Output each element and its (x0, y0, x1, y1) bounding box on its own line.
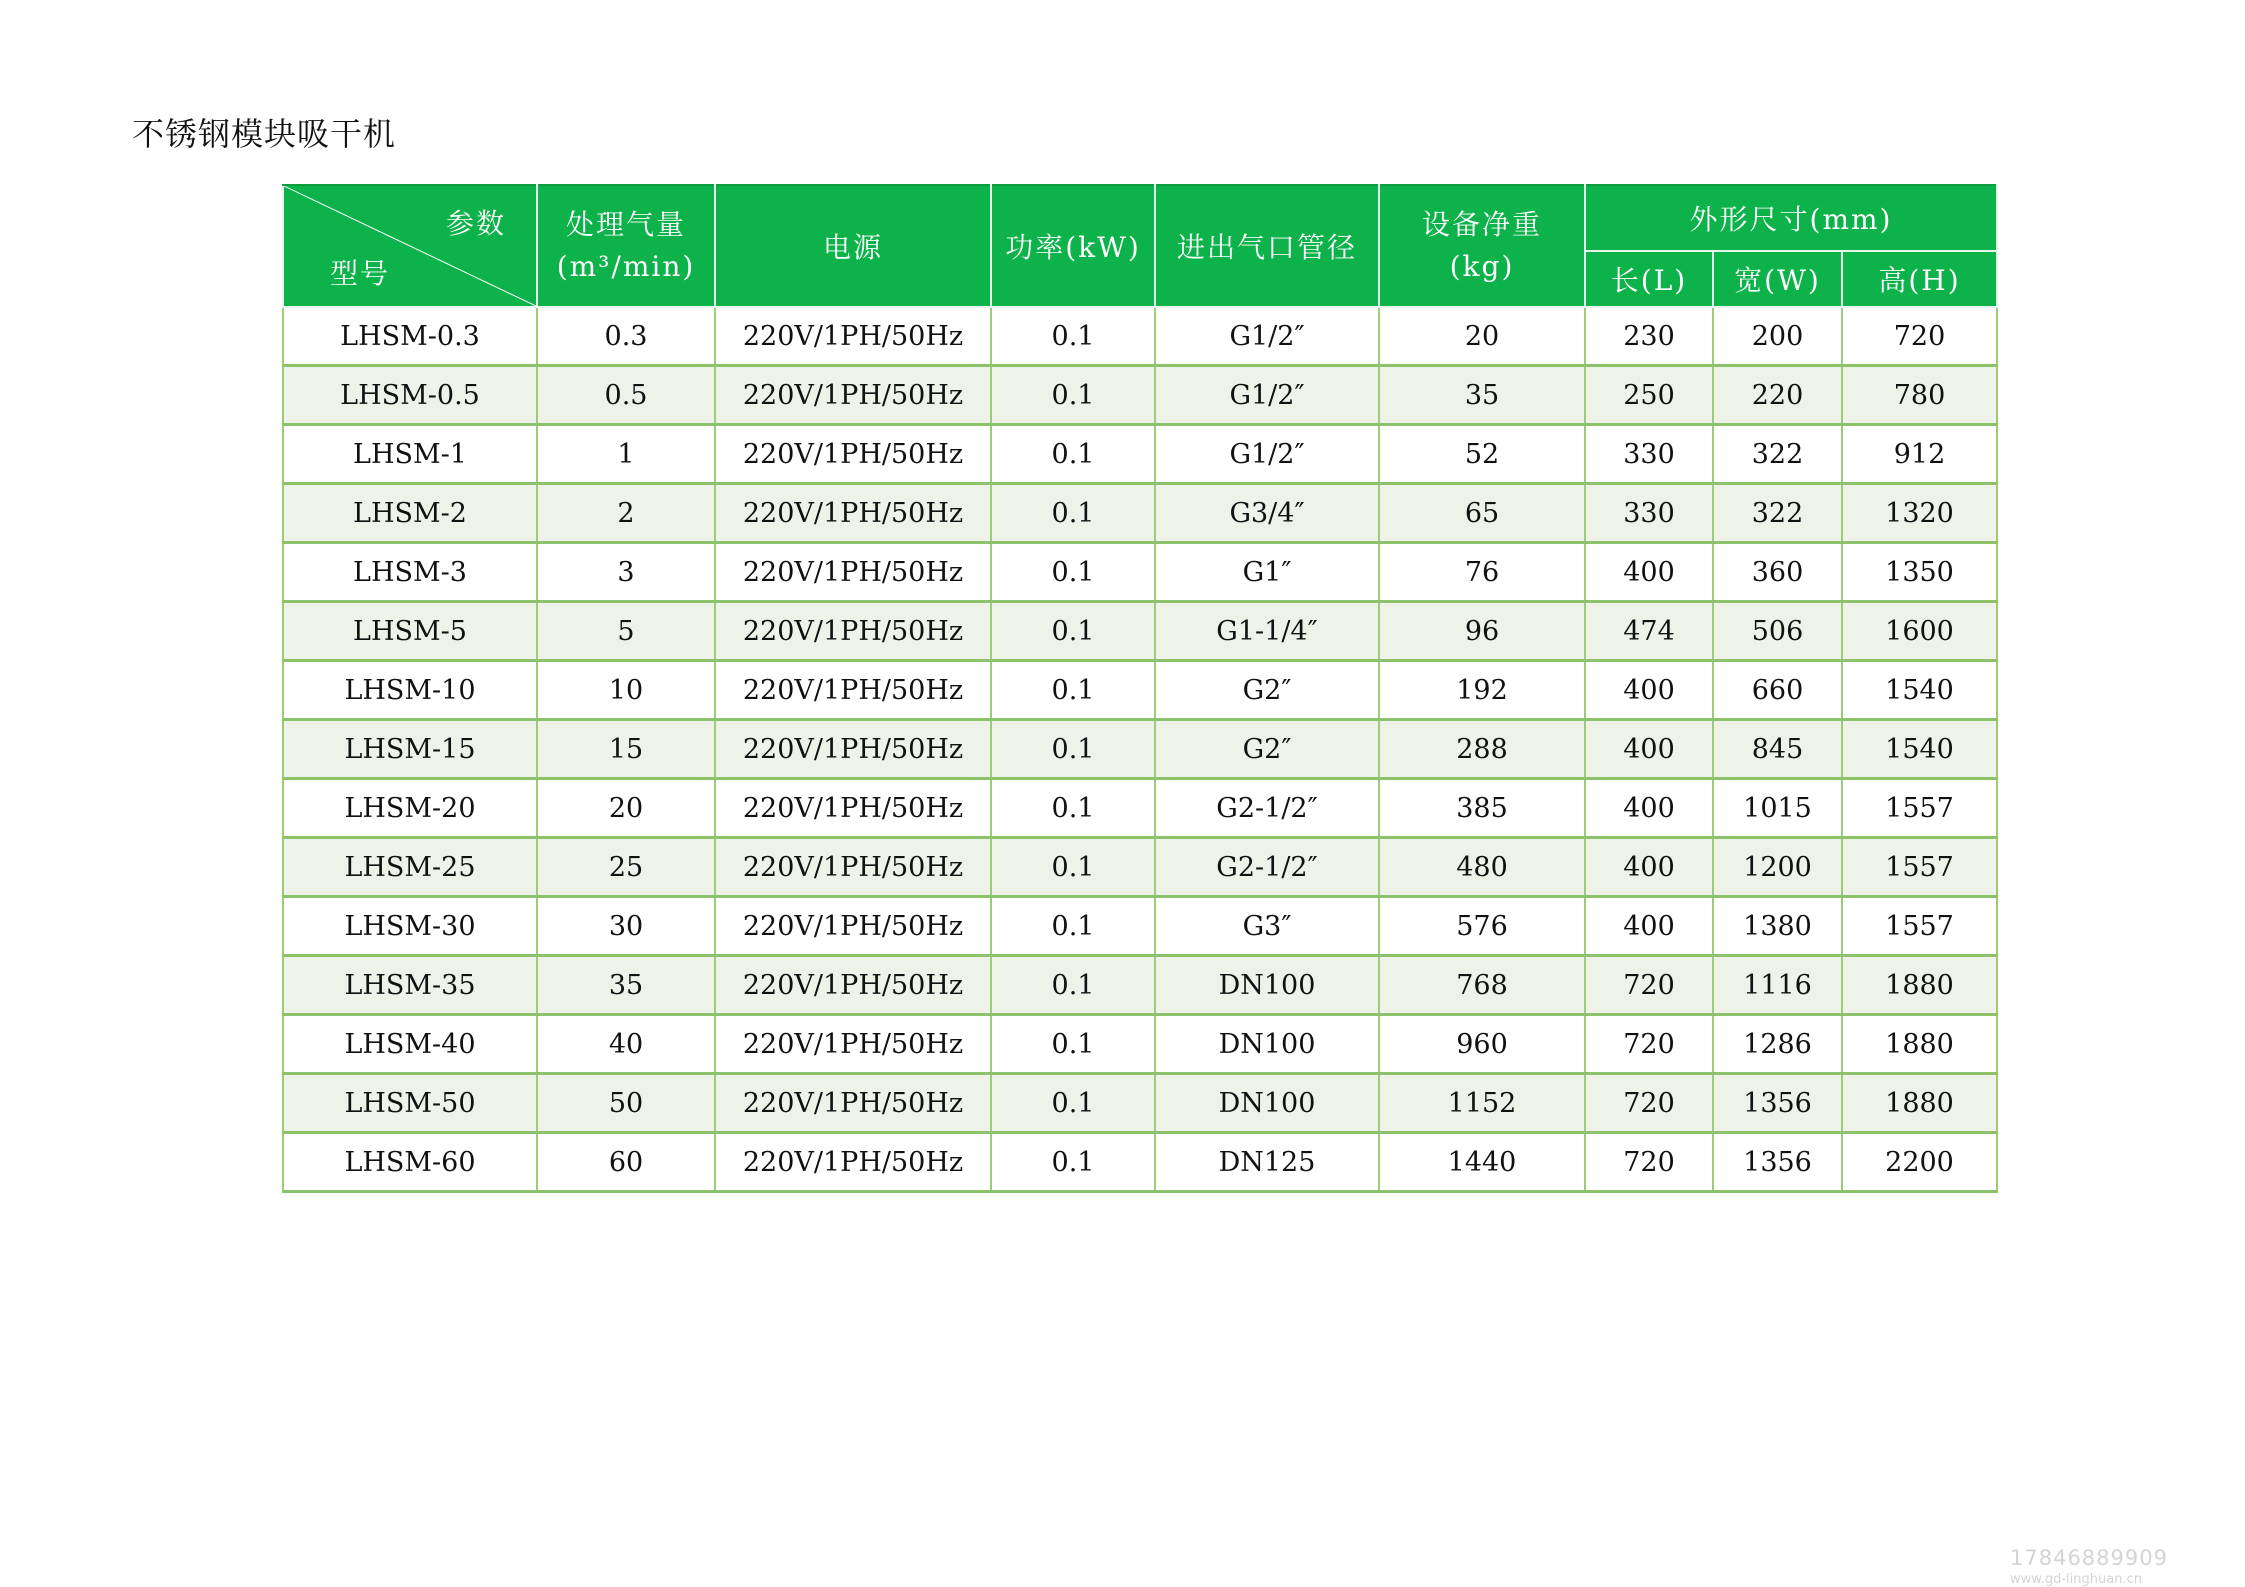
cell-height: 780 (1842, 366, 1997, 425)
cell-length: 400 (1585, 838, 1713, 897)
cell-power-supply: 220V/1PH/50Hz (715, 1074, 991, 1133)
cell-model: LHSM-35 (283, 956, 537, 1015)
cell-power: 0.1 (991, 1133, 1155, 1192)
cell-pipe-size: G1/2″ (1155, 425, 1379, 484)
cell-width: 1356 (1713, 1074, 1842, 1133)
header-power: 功率(kW) (991, 185, 1155, 307)
cell-pipe-size: DN100 (1155, 1074, 1379, 1133)
cell-power-supply: 220V/1PH/50Hz (715, 1133, 991, 1192)
table-row (283, 425, 1997, 484)
table-row (283, 720, 1997, 779)
table-row (283, 366, 1997, 425)
header-model-label: 型号 (330, 257, 391, 290)
cell-flow: 50 (537, 1074, 715, 1133)
cell-power: 0.1 (991, 661, 1155, 720)
cell-width: 1015 (1713, 779, 1842, 838)
cell-power: 0.1 (991, 1015, 1155, 1074)
cell-model: LHSM-40 (283, 1015, 537, 1074)
cell-power-supply: 220V/1PH/50Hz (715, 838, 991, 897)
cell-width: 220 (1713, 366, 1842, 425)
cell-height: 1557 (1842, 838, 1997, 897)
cell-height: 912 (1842, 425, 1997, 484)
cell-power-supply: 220V/1PH/50Hz (715, 897, 991, 956)
cell-model: LHSM-50 (283, 1074, 537, 1133)
cell-height: 1320 (1842, 484, 1997, 543)
cell-pipe-size: G2″ (1155, 661, 1379, 720)
cell-width: 1200 (1713, 838, 1842, 897)
cell-weight: 288 (1379, 720, 1585, 779)
cell-flow: 10 (537, 661, 715, 720)
cell-flow: 0.3 (537, 307, 715, 366)
cell-power: 0.1 (991, 779, 1155, 838)
cell-height: 720 (1842, 307, 1997, 366)
cell-power: 0.1 (991, 897, 1155, 956)
cell-flow: 3 (537, 543, 715, 602)
header-corner-cell (283, 185, 537, 307)
cell-weight: 768 (1379, 956, 1585, 1015)
cell-power-supply: 220V/1PH/50Hz (715, 543, 991, 602)
cell-power-supply: 220V/1PH/50Hz (715, 602, 991, 661)
table-row (283, 956, 1997, 1015)
header-weight-label: 设备净重 (1421, 208, 1542, 241)
cell-width: 322 (1713, 484, 1842, 543)
cell-model: LHSM-30 (283, 897, 537, 956)
cell-height: 1880 (1842, 1074, 1997, 1133)
cell-height: 1350 (1842, 543, 1997, 602)
cell-length: 330 (1585, 425, 1713, 484)
cell-weight: 20 (1379, 307, 1585, 366)
cell-power-supply: 220V/1PH/50Hz (715, 484, 991, 543)
header-power-supply: 电源 (715, 185, 991, 307)
header-height: 高(H) (1842, 251, 1997, 307)
cell-power: 0.1 (991, 543, 1155, 602)
cell-width: 322 (1713, 425, 1842, 484)
cell-power-supply: 220V/1PH/50Hz (715, 307, 991, 366)
cell-power: 0.1 (991, 602, 1155, 661)
header-dimensions: 外形尺寸(mm) (1585, 185, 1997, 251)
header-flow-label: 处理气量 (565, 208, 686, 241)
table-row (283, 1133, 1997, 1192)
table-row (283, 484, 1997, 543)
cell-width: 1286 (1713, 1015, 1842, 1074)
table-row (283, 661, 1997, 720)
header-flow-unit: (m³/min) (556, 250, 696, 283)
table-row (283, 897, 1997, 956)
cell-height: 1557 (1842, 897, 1997, 956)
cell-weight: 576 (1379, 897, 1585, 956)
table-row (283, 307, 1997, 366)
cell-power: 0.1 (991, 1074, 1155, 1133)
cell-flow: 15 (537, 720, 715, 779)
cell-height: 1540 (1842, 720, 1997, 779)
cell-pipe-size: G3/4″ (1155, 484, 1379, 543)
cell-power-supply: 220V/1PH/50Hz (715, 1015, 991, 1074)
cell-pipe-size: G1/2″ (1155, 307, 1379, 366)
cell-pipe-size: G1/2″ (1155, 366, 1379, 425)
table-row (283, 1074, 1997, 1133)
table-header (283, 185, 1997, 307)
cell-length: 400 (1585, 779, 1713, 838)
cell-power-supply: 220V/1PH/50Hz (715, 425, 991, 484)
cell-weight: 65 (1379, 484, 1585, 543)
cell-width: 1116 (1713, 956, 1842, 1015)
cell-weight: 192 (1379, 661, 1585, 720)
cell-height: 1540 (1842, 661, 1997, 720)
watermark-url: www.gd-linghuan.cn (2010, 1572, 2142, 1587)
cell-flow: 35 (537, 956, 715, 1015)
cell-power-supply: 220V/1PH/50Hz (715, 366, 991, 425)
cell-model: LHSM-60 (283, 1133, 537, 1192)
cell-width: 660 (1713, 661, 1842, 720)
cell-weight: 1152 (1379, 1074, 1585, 1133)
cell-length: 720 (1585, 1133, 1713, 1192)
cell-flow: 40 (537, 1015, 715, 1074)
cell-width: 506 (1713, 602, 1842, 661)
cell-height: 1557 (1842, 779, 1997, 838)
cell-length: 720 (1585, 1015, 1713, 1074)
header-weight-unit: (kg) (1449, 250, 1515, 283)
cell-model: LHSM-0.5 (283, 366, 537, 425)
cell-pipe-size: DN125 (1155, 1133, 1379, 1192)
header-length: 长(L) (1585, 251, 1713, 307)
cell-width: 360 (1713, 543, 1842, 602)
cell-pipe-size: G2-1/2″ (1155, 838, 1379, 897)
header-flow (537, 185, 715, 307)
table-body (283, 307, 1997, 1192)
cell-weight: 76 (1379, 543, 1585, 602)
cell-flow: 2 (537, 484, 715, 543)
cell-pipe-size: G3″ (1155, 897, 1379, 956)
cell-pipe-size: G2-1/2″ (1155, 779, 1379, 838)
cell-width: 200 (1713, 307, 1842, 366)
cell-flow: 25 (537, 838, 715, 897)
cell-model: LHSM-15 (283, 720, 537, 779)
cell-power: 0.1 (991, 425, 1155, 484)
cell-model: LHSM-25 (283, 838, 537, 897)
cell-flow: 60 (537, 1133, 715, 1192)
cell-model: LHSM-10 (283, 661, 537, 720)
cell-model: LHSM-1 (283, 425, 537, 484)
cell-power: 0.1 (991, 720, 1155, 779)
cell-power-supply: 220V/1PH/50Hz (715, 661, 991, 720)
document-title: 不锈钢模块吸干机 (132, 115, 397, 153)
cell-weight: 1440 (1379, 1133, 1585, 1192)
cell-model: LHSM-3 (283, 543, 537, 602)
cell-flow: 1 (537, 425, 715, 484)
cell-power: 0.1 (991, 838, 1155, 897)
cell-length: 250 (1585, 366, 1713, 425)
cell-length: 330 (1585, 484, 1713, 543)
header-pipe-size: 进出气口管径 (1155, 185, 1379, 307)
cell-weight: 960 (1379, 1015, 1585, 1074)
cell-length: 474 (1585, 602, 1713, 661)
cell-weight: 52 (1379, 425, 1585, 484)
spec-table (282, 184, 1998, 1193)
cell-power-supply: 220V/1PH/50Hz (715, 956, 991, 1015)
cell-power-supply: 220V/1PH/50Hz (715, 779, 991, 838)
table-row (283, 779, 1997, 838)
cell-weight: 480 (1379, 838, 1585, 897)
cell-model: LHSM-5 (283, 602, 537, 661)
cell-pipe-size: DN100 (1155, 956, 1379, 1015)
cell-pipe-size: G1-1/4″ (1155, 602, 1379, 661)
cell-length: 400 (1585, 897, 1713, 956)
cell-flow: 30 (537, 897, 715, 956)
cell-width: 845 (1713, 720, 1842, 779)
cell-weight: 385 (1379, 779, 1585, 838)
cell-length: 230 (1585, 307, 1713, 366)
cell-length: 400 (1585, 661, 1713, 720)
watermark-phone: 17846889909 (2010, 1546, 2168, 1570)
header-weight (1379, 185, 1585, 307)
cell-pipe-size: DN100 (1155, 1015, 1379, 1074)
header-params-label: 参数 (445, 207, 506, 240)
cell-height: 2200 (1842, 1133, 1997, 1192)
cell-length: 720 (1585, 956, 1713, 1015)
table-row (283, 602, 1997, 661)
cell-height: 1880 (1842, 1015, 1997, 1074)
table-row (283, 1015, 1997, 1074)
cell-height: 1880 (1842, 956, 1997, 1015)
cell-pipe-size: G2″ (1155, 720, 1379, 779)
cell-width: 1356 (1713, 1133, 1842, 1192)
cell-flow: 0.5 (537, 366, 715, 425)
cell-weight: 35 (1379, 366, 1585, 425)
cell-flow: 20 (537, 779, 715, 838)
cell-power: 0.1 (991, 307, 1155, 366)
cell-flow: 5 (537, 602, 715, 661)
cell-weight: 96 (1379, 602, 1585, 661)
cell-power-supply: 220V/1PH/50Hz (715, 720, 991, 779)
cell-width: 1380 (1713, 897, 1842, 956)
table-row (283, 543, 1997, 602)
cell-power: 0.1 (991, 956, 1155, 1015)
header-width: 宽(W) (1713, 251, 1842, 307)
cell-length: 720 (1585, 1074, 1713, 1133)
cell-power: 0.1 (991, 484, 1155, 543)
cell-power: 0.1 (991, 366, 1155, 425)
cell-length: 400 (1585, 543, 1713, 602)
cell-model: LHSM-0.3 (283, 307, 537, 366)
cell-length: 400 (1585, 720, 1713, 779)
cell-model: LHSM-2 (283, 484, 537, 543)
cell-height: 1600 (1842, 602, 1997, 661)
table-row (283, 838, 1997, 897)
cell-pipe-size: G1″ (1155, 543, 1379, 602)
cell-model: LHSM-20 (283, 779, 537, 838)
